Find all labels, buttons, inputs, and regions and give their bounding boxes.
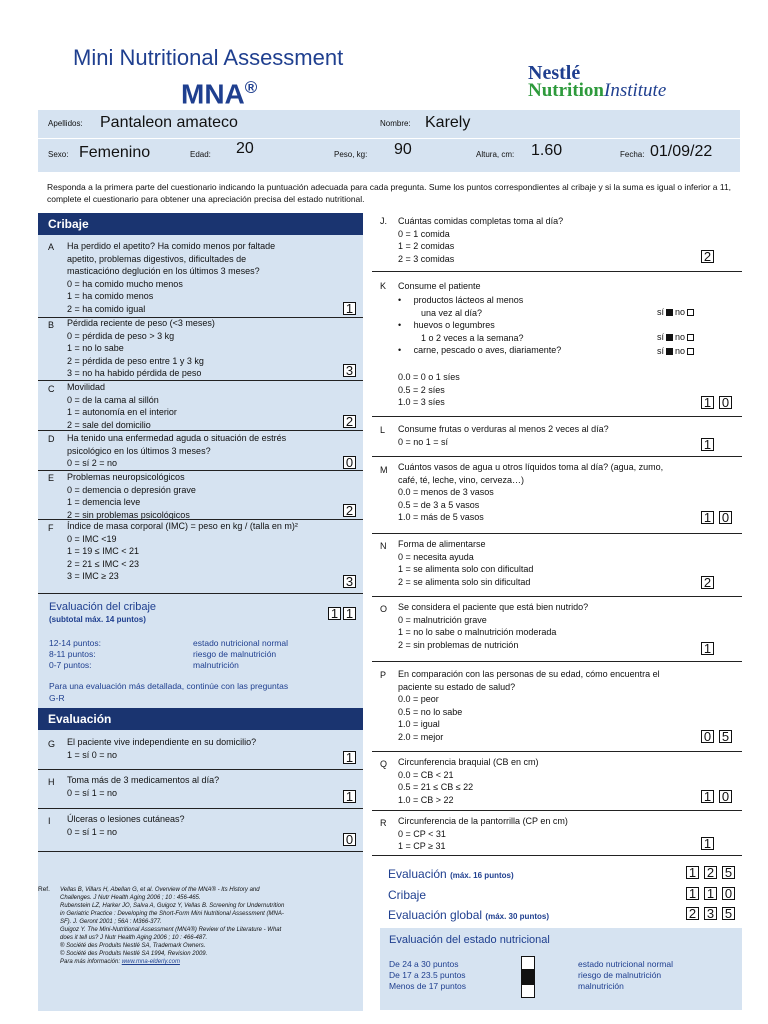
question-letter: O [380, 604, 388, 614]
divider [372, 751, 742, 752]
divider [372, 810, 742, 811]
score-m-units[interactable]: 1 [701, 511, 714, 524]
score-n-box[interactable]: 2 [701, 576, 714, 589]
question-m: Cuántos vasos de agua u otros líquidos toma al día? (agua, zumo, café, té, leche, vino, cerveza…) 0.0 = menos de 3 vasos 0.5 = de 3 a 5 vasos 1.0 = más de 5 vasos [398, 462, 664, 522]
cribaje-header: Cribaje [38, 213, 363, 235]
eval-total-label: Evaluación (máx. 16 puntos) [388, 867, 514, 881]
score-e-box[interactable]: 2 [343, 504, 356, 517]
question-n: Forma de alimentarse 0 = necesita ayuda 1 = se alimenta solo con dificultad 2 = se alimenta solo sin dificultad [398, 539, 534, 587]
k-item2-checkbox[interactable]: sí no [657, 331, 696, 344]
question-f: Índice de masa corporal (IMC) = peso en kg / (talla en m)² 0 = IMC <19 1 = 19 ≤ IMC < 21 2 = 21 ≤ IMC < 23 3 = IMC ≥ 23 [67, 521, 298, 581]
nutritional-status-box [380, 928, 742, 1010]
score-d-box[interactable]: 0 [343, 456, 356, 469]
question-letter: R [380, 818, 387, 828]
screening-score-tens[interactable]: 1 [328, 607, 341, 620]
sexo-label: Sexo: [48, 150, 69, 159]
score-g-box[interactable]: 1 [343, 751, 356, 764]
question-e: Problemas neuropsicológicos 0 = demencia o depresión grave 1 = demencia leve 2 = sin problemas psicológicos [67, 472, 196, 520]
nestle-logo-line2: NutritionInstitute [528, 80, 667, 101]
screening-ranges: 12-14 puntos: 8-11 puntos: 0-7 puntos: [49, 638, 101, 670]
score-f-box[interactable]: 3 [343, 575, 356, 588]
question-letter: F [48, 523, 54, 533]
mna-title: MNA® [181, 78, 258, 110]
divider [372, 456, 742, 457]
question-letter: I [48, 816, 51, 826]
nombre-field[interactable]: Karely [425, 114, 471, 131]
patient-info-box [38, 110, 740, 172]
apellidos-label: Apellidos: [48, 119, 83, 128]
edad-label: Edad: [190, 150, 211, 159]
evaluacion-header: Evaluación [38, 708, 363, 730]
status-malnutrition-checkbox[interactable] [521, 984, 535, 998]
divider [372, 416, 742, 417]
divider [38, 851, 363, 852]
screening-eval-title: Evaluación del cribaje [49, 601, 157, 613]
screening-results: estado nutricional normal riesgo de malnutrición malnutrición [193, 638, 288, 670]
score-q-units[interactable]: 1 [701, 790, 714, 803]
altura-field[interactable]: 1.60 [531, 142, 563, 159]
eval-total-digit[interactable]: 5 [722, 866, 735, 879]
divider [372, 533, 742, 534]
question-j: Cuántas comidas completas toma al día? 0 = 1 comida 1 = 2 comidas 2 = 3 comidas [398, 216, 564, 264]
mna-website-link[interactable]: www.mna-elderly.com [121, 959, 180, 965]
fecha-label: Fecha: [620, 150, 645, 159]
sexo-field[interactable]: Femenino [79, 144, 151, 161]
screening-total-digit[interactable]: 0 [722, 887, 735, 900]
question-letter: M [380, 465, 388, 475]
screening-total-digit[interactable]: 1 [686, 887, 699, 900]
screening-score-units[interactable]: 1 [343, 607, 356, 620]
question-r: Circunferencia de la pantorrilla (CP en cm) 0 = CP < 31 1 = CP ≥ 31 [398, 816, 568, 851]
nombre-label: Nombre: [380, 119, 411, 128]
divider [38, 769, 363, 770]
question-q: Circunferencia braquial (CB en cm) 0.0 = CB < 21 0.5 = 21 ≤ CB ≤ 22 1.0 = CB > 22 [398, 757, 539, 805]
divider [372, 596, 742, 597]
screening-total-label: Cribaje [388, 888, 427, 902]
global-total-digit[interactable]: 5 [722, 907, 735, 920]
score-r-box[interactable]: 1 [701, 837, 714, 850]
score-p-decimal[interactable]: 5 [719, 730, 732, 743]
question-letter: D [48, 434, 55, 444]
screening-eval-subtitle: (subtotal máx. 14 puntos) [49, 615, 146, 624]
question-l: Consume frutas o verduras al menos 2 veces al día? 0 = no 1 = sí [398, 424, 609, 447]
question-b: Pérdida reciente de peso (<3 meses) 0 = pérdida de peso > 3 kg 1 = no lo sabe 2 = pérdida de peso entre 1 y 3 kg 3 = no ha habido pérdida de peso [67, 318, 215, 378]
question-letter: J. [380, 216, 388, 226]
eval-total-digit[interactable]: 2 [704, 866, 717, 879]
k-item3-checkbox[interactable]: sí no [657, 345, 696, 358]
question-i: Úlceras o lesiones cutáneas? 0 = sí 1 = no [67, 814, 185, 837]
divider [372, 271, 742, 272]
eval-total-digit[interactable]: 1 [686, 866, 699, 879]
nestle-logo-line1: Nestlé [528, 62, 581, 84]
question-letter: G [48, 739, 56, 749]
global-total-digit[interactable]: 3 [704, 907, 717, 920]
question-d: Ha tenido una enfermedad aguda o situación de estrés psicológico en los últimos 3 meses? 0 = sí 2 = no [67, 433, 287, 468]
global-total-digit[interactable]: 2 [686, 907, 699, 920]
score-l-box[interactable]: 1 [701, 438, 714, 451]
question-k: Consume el patiente [398, 281, 481, 291]
question-letter: B [48, 320, 55, 330]
question-letter: P [380, 670, 387, 680]
score-m-decimal[interactable]: 0 [719, 511, 732, 524]
screening-total-digit[interactable]: 1 [704, 887, 717, 900]
peso-label: Peso, kg: [334, 150, 368, 159]
k-item1-checkbox[interactable]: sí no [657, 306, 696, 319]
references-label: Ref. [38, 886, 50, 893]
question-letter: A [48, 242, 55, 252]
divider [38, 808, 363, 809]
status-ranges: De 24 a 30 puntos De 17 a 23.5 puntos Menos de 17 puntos [389, 959, 467, 991]
question-letter: C [48, 384, 55, 394]
k-scoring: 0.0 = 0 o 1 síes 0.5 = 2 síes 1.0 = 3 síes [398, 372, 460, 407]
form-title: Mini Nutritional Assessment [73, 45, 344, 70]
divider [372, 855, 742, 856]
question-a: Ha perdido el apetito? Ha comido menos por faltade apetito, problemas digestivos, dificultades de masticacióno deglución en los últimos 3 meses? 0 = ha comido mucho menos 1 = ha comido menos 2 = ha comido igual [67, 241, 276, 314]
question-letter: N [380, 541, 387, 551]
divider [38, 593, 363, 594]
edad-field[interactable]: 20 [236, 140, 254, 157]
question-o: Se considera el paciente que está bien nutrido? 0 = malnutrición grave 1 = no lo sabe o malnutrición moderada 2 = sin problemas de nutrición [398, 602, 589, 650]
score-c-box[interactable]: 2 [343, 415, 356, 428]
question-letter: K [380, 281, 387, 291]
question-h: Toma más de 3 medicamentos al día? 0 = sí 1 = no [67, 775, 220, 798]
score-k-units[interactable]: 1 [701, 396, 714, 409]
status-risk-checkbox[interactable] [521, 970, 535, 984]
score-b-box[interactable]: 3 [343, 364, 356, 377]
altura-label: Altura, cm: [476, 150, 515, 159]
score-o-box[interactable]: 1 [701, 642, 714, 655]
question-c: Movilidad 0 = de la cama al sillón 1 = autonomía en el interior 2 = sale del domicilio [67, 382, 177, 430]
score-a-box[interactable]: 1 [343, 302, 356, 315]
score-p-units[interactable]: 0 [701, 730, 714, 743]
question-p: En comparación con las personas de su edad, cómo encuentra el paciente su estado de salud? 0.0 = peor 0.5 = no lo sabe 1.0 = igual 2.0 = mejor [398, 669, 660, 742]
score-k-decimal[interactable]: 0 [719, 396, 732, 409]
score-q-decimal[interactable]: 0 [719, 790, 732, 803]
divider [372, 661, 742, 662]
instructions: Responda a la primera parte del cuestionario indicando la puntuación adecuada para cada pregunta. Sume los puntos correspondientes al cribaje y si la suma es igual o inferior a 11, complete el cuestionario para obtener una apreciación precisa del estado nutritional. [47, 182, 732, 204]
divider [38, 430, 363, 431]
question-letter: H [48, 777, 55, 787]
status-normal-checkbox[interactable] [521, 956, 535, 970]
global-total-label: Evaluación global (máx. 30 puntos) [388, 908, 549, 922]
peso-field[interactable]: 90 [394, 141, 412, 158]
question-k-items: • productos lácteos al menos una vez al día? • huevos o legumbres 1 o 2 veces a la semana? • carne, pescado o aves, diariamente? [398, 295, 562, 355]
question-letter: E [48, 473, 55, 483]
references: Vellas B, Villars H, Abellan G, et al. Overview of the MNA® - Its History and Challenges. J Nutr Health Aging 2006 ; 10 : 456-465. Rubenstein LZ, Harker JO, Salva A, Guigoz Y, Vellas B. Screening for Undernutrition in Geriatric Practice : Developing the Short-Form Mini Nutritional Assessment (MNA- SF). J. Geront 2001 ; 56A : M366-377. Guigoz Y. The Mini-Nutritional Assessment (MNA®) Review of the Literature - What does it tell us? J Nutr Health Aging 2006 ; 10 : 466-487. ® Société des Produits Nestlé SA, Trademark Owners. © Société des Produits Nestlé SA 1994, Revision 2009. Para más información: www.mna-elderly.com [60, 887, 285, 965]
apellidos-field[interactable]: Pantaleon amateco [100, 114, 238, 131]
status-results: estado nutricional normal riesgo de malnutrición malnutrición [578, 959, 673, 991]
score-i-box[interactable]: 0 [343, 833, 356, 846]
question-g: El paciente vive independiente en su domicilio? 1 = sí 0 = no [67, 737, 257, 760]
screening-continue-note: Para una evaluación más detallada, continúe con las preguntas G-R [49, 681, 289, 703]
fecha-field[interactable]: 01/09/22 [650, 143, 713, 160]
question-letter: L [380, 425, 386, 435]
score-j-box[interactable]: 2 [701, 250, 714, 263]
nutritional-status-title: Evaluación del estado nutricional [389, 934, 550, 946]
question-letter: Q [380, 759, 388, 769]
score-h-box[interactable]: 1 [343, 790, 356, 803]
